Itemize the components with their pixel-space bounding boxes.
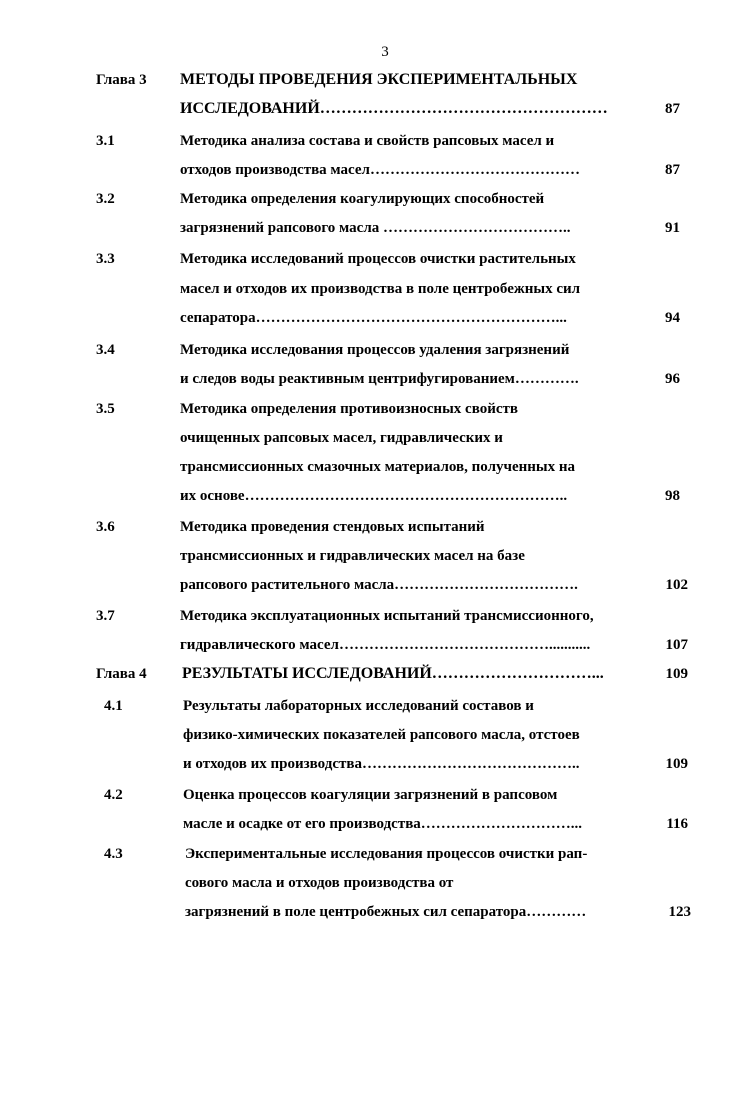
toc-entry-line: загрязнений рапсового масла ……………………………….. xyxy=(180,220,571,236)
toc-entry-page: 94 xyxy=(665,310,680,326)
toc-entry-line: трансмиссионных смазочных материалов, полученных на xyxy=(180,459,576,475)
toc-entry-page: 87 xyxy=(665,162,680,178)
toc-entry-number: 3.7 xyxy=(96,608,115,624)
toc-entry-line: Методика проведения стендовых испытаний xyxy=(180,519,485,535)
toc-entry-line: и отходов их производства…………………………………….. xyxy=(183,756,580,772)
toc-entry-line: физико-химических показателей рапсового масла, отстоев xyxy=(183,727,580,743)
toc-entry-line: Методика эксплуатационных испытаний трансмиссионного, xyxy=(180,608,594,624)
toc-entry-line: масел и отходов их производства в поле центробежных сил xyxy=(180,281,581,297)
toc-entry-page: 98 xyxy=(665,488,680,504)
toc-entry-number: 3.3 xyxy=(96,251,115,267)
toc-entry-line: Методика определения коагулирующих способностей xyxy=(180,191,545,207)
toc-entry-page: 116 xyxy=(666,816,688,832)
toc-entry-line: Методика исследования процессов удаления загрязнений xyxy=(180,342,570,358)
toc-entry-page: 123 xyxy=(668,904,691,920)
toc-entry-line: масле и осадке от его производства…………………………... xyxy=(183,816,583,832)
toc-entry-line: и следов воды реактивным центрифугированием…………. xyxy=(180,371,579,387)
toc-entry-line: Экспериментальные исследования процессов очистки рап- xyxy=(185,846,588,862)
toc-entry-number: 4.1 xyxy=(104,698,123,714)
toc-entry-line: отходов производства масел…………………………………… xyxy=(180,162,580,178)
toc-entry-line: РЕЗУЛЬТАТЫ ИССЛЕДОВАНИЙ…………………………... xyxy=(182,665,604,682)
toc-entry-line: очищенных рапсовых масел, гидравлических и xyxy=(180,430,503,446)
toc-entry-number: 3.2 xyxy=(96,191,115,207)
toc-entry-page: 109 xyxy=(665,666,688,682)
toc-entry-line: Методика определения противоизносных свойств xyxy=(180,401,518,417)
toc-entry-line: гидравлического масел……………………………………........... xyxy=(180,637,591,653)
toc-entry-line: Оценка процессов коагуляции загрязнений в рапсовом xyxy=(183,787,558,803)
toc-entry-number: Глава 4 xyxy=(96,666,147,682)
toc-entry-page: 96 xyxy=(665,371,680,387)
toc-entry-number: 3.5 xyxy=(96,401,115,417)
toc-entry-number: 4.3 xyxy=(104,846,123,862)
toc-entry-line: МЕТОДЫ ПРОВЕДЕНИЯ ЭКСПЕРИМЕНТАЛЬНЫХ xyxy=(180,71,578,88)
toc-entry-number: 3.4 xyxy=(96,342,115,358)
toc-entry-line: Результаты лабораторных исследований составов и xyxy=(183,698,534,714)
toc-entry-number: 3.1 xyxy=(96,133,115,149)
toc-entry-line: их основе……………………………………………………….. xyxy=(180,488,568,504)
toc-entry-number: 3.6 xyxy=(96,519,115,535)
toc-entry-page: 91 xyxy=(665,220,680,236)
toc-entry-page: 102 xyxy=(665,577,688,593)
toc-entry-line: Методика анализа состава и свойств рапсовых масел и xyxy=(180,133,555,149)
toc-entry-line: рапсового растительного масла………………………………. xyxy=(180,577,578,593)
toc-entry-line: сового масла и отходов производства от xyxy=(185,875,454,891)
toc-entry-page: 107 xyxy=(665,637,688,653)
toc-entry-line: сепаратора……………………………………………………... xyxy=(180,310,567,326)
toc-entry-line: ИССЛЕДОВАНИЙ……………………………………………… xyxy=(180,100,608,117)
toc-entry-line: загрязнений в поле центробежных сил сепаратора………… xyxy=(185,904,587,920)
toc-entry-number: Глава 3 xyxy=(96,72,147,88)
toc-entry-number: 4.2 xyxy=(104,787,123,803)
page-number: 3 xyxy=(381,44,389,60)
toc-entry-line: Методика исследований процессов очистки растительных xyxy=(180,251,576,267)
toc-entry-page: 87 xyxy=(665,101,680,117)
toc-entry-page: 109 xyxy=(665,756,688,772)
toc-entry-line: трансмиссионных и гидравлических масел на базе xyxy=(180,548,525,564)
